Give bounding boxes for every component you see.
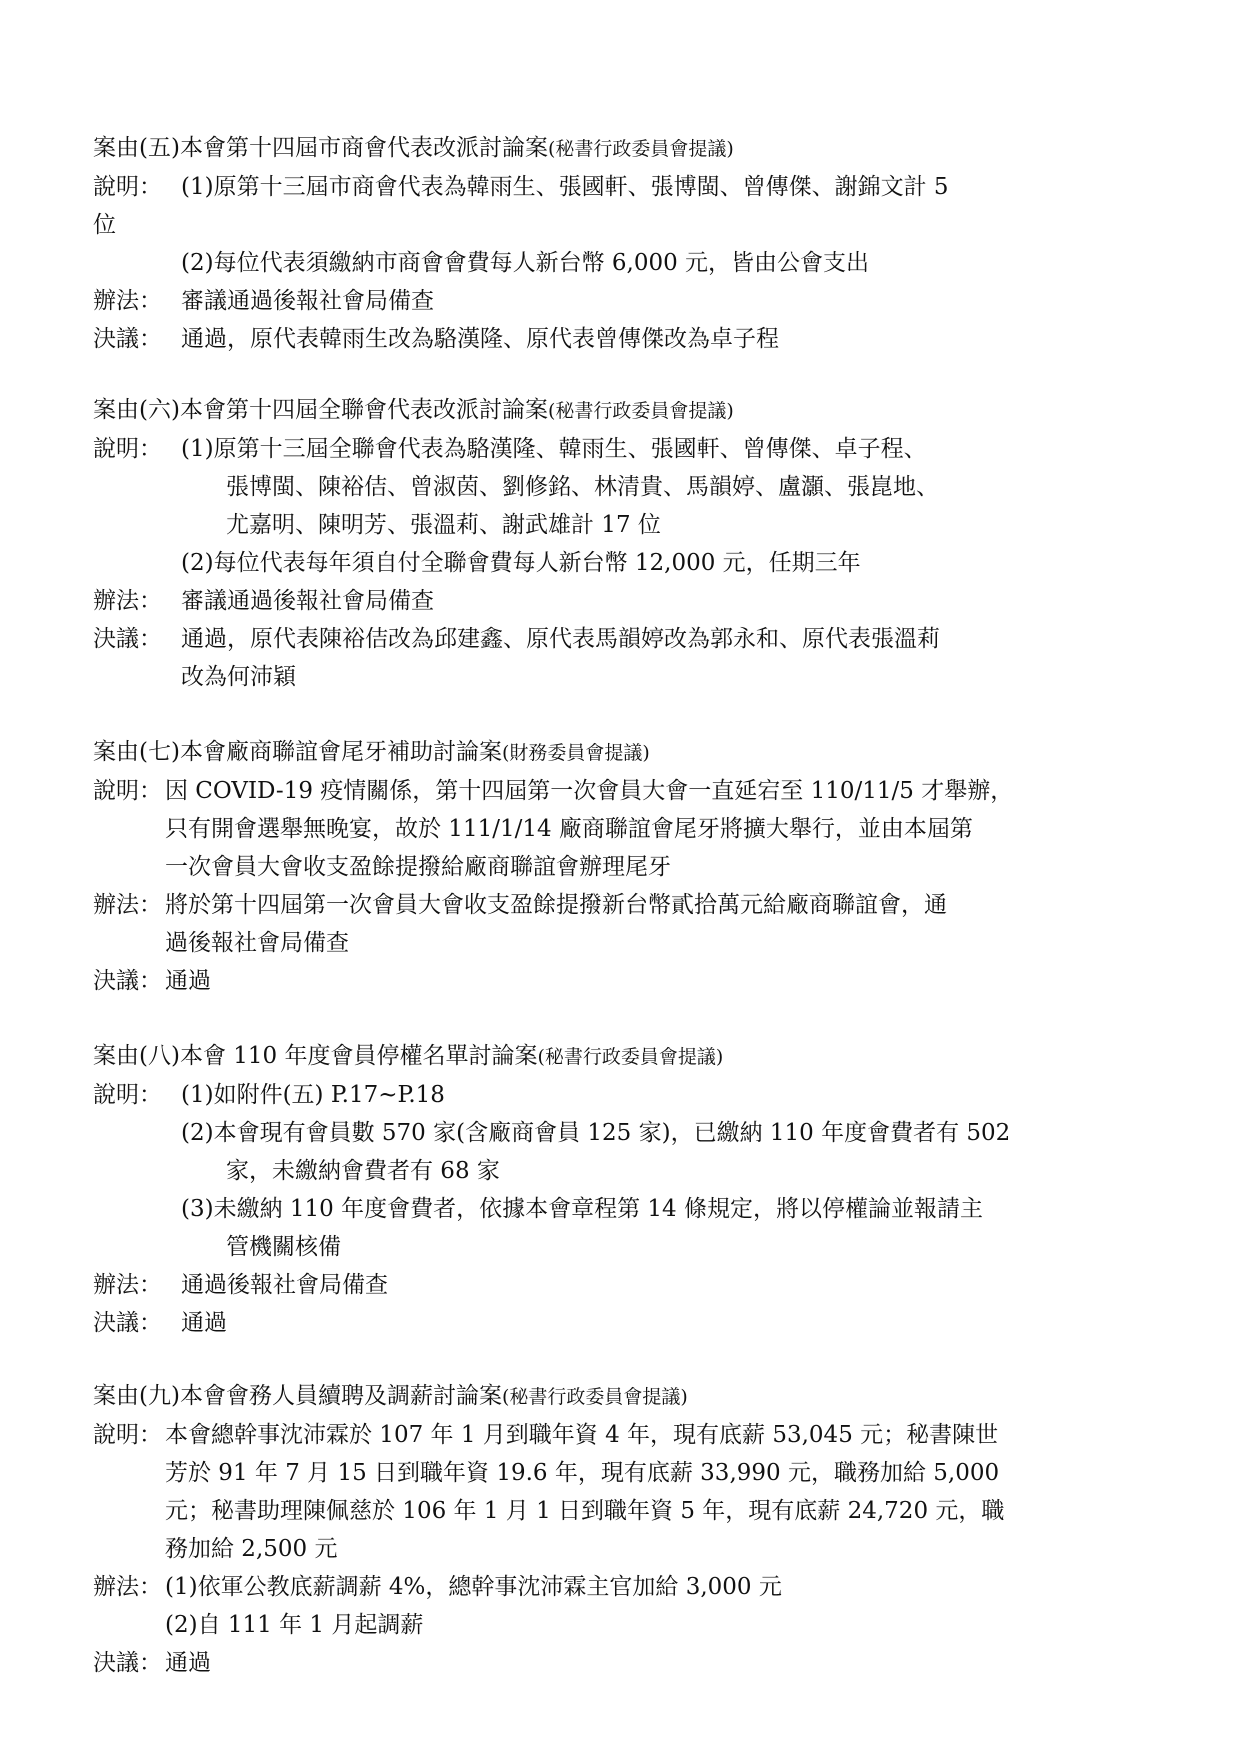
case-7	[93, 732, 1183, 1000]
method-line: (1)依軍公教底薪調薪 4%，總幹事沈沛霖主官加給 3,000 元	[165, 1574, 782, 1600]
resolution-line: 通過，原代表韓雨生改為駱漢隆、原代表曾傳傑改為卓子程	[181, 326, 779, 352]
explanation-line: (2)本會現有會員數 570 家(含廠商會員 125 家)，已繳納 110 年度會費者有 502	[181, 1120, 1011, 1146]
resolution-section	[93, 1644, 1183, 1682]
case-heading-text: 案由(六)本會第十四屆全聯會代表改派討論案	[93, 397, 548, 423]
case-6	[93, 390, 1183, 696]
case-heading	[93, 128, 1183, 168]
method-section	[93, 582, 1183, 620]
method-line: 過後報社會局備查	[165, 930, 349, 956]
proposer-note: (財務委員會提議)	[501, 742, 650, 764]
explanation-label: 說明：	[93, 1422, 162, 1448]
explanation-line: (2)每位代表須繳納市商會會費每人新台幣 6,000 元，皆由公會支出	[181, 250, 870, 276]
resolution-label: 決議：	[93, 1650, 162, 1676]
case-5	[93, 128, 1183, 358]
case-heading	[93, 390, 1183, 430]
proposer-note: (秘書行政委員會提議)	[547, 138, 734, 160]
resolution-section	[93, 320, 1183, 358]
explanation-label: 說明：	[93, 778, 162, 804]
proposer-note: (秘書行政委員會提議)	[537, 1046, 724, 1068]
method-line: 審議通過後報社會局備查	[181, 588, 434, 614]
explanation-line: 芳於 91 年 7 月 15 日到職年資 19.6 年，現有底薪 33,990 元，職務加給 5,000	[165, 1460, 1000, 1486]
proposer-note: (秘書行政委員會提議)	[501, 1386, 688, 1408]
resolution-line: 通過	[165, 968, 211, 994]
explanation-line: (2)每位代表每年須自付全聯會費每人新台幣 12,000 元，任期三年	[181, 550, 861, 576]
resolution-label: 決議：	[93, 1310, 162, 1336]
case-8	[93, 1036, 1183, 1342]
method-label: 辦法：	[93, 288, 162, 314]
method-label: 辦法：	[93, 1272, 162, 1298]
method-line: (2)自 111 年 1 月起調薪	[165, 1612, 424, 1638]
case-heading-text: 案由(五)本會第十四屆市商會代表改派討論案	[93, 135, 548, 161]
explanation-section	[93, 1416, 1183, 1568]
case-heading-text: 案由(九)本會會務人員續聘及調薪討論案	[93, 1383, 502, 1409]
method-section	[93, 886, 1183, 962]
resolution-line: 改為何沛穎	[181, 664, 296, 690]
method-label: 辦法：	[93, 892, 162, 918]
resolution-section	[93, 962, 1183, 1000]
resolution-line: 通過	[181, 1310, 227, 1336]
explanation-section	[93, 168, 1183, 282]
case-heading	[93, 1376, 1183, 1416]
method-section	[93, 282, 1183, 320]
case-heading	[93, 732, 1183, 772]
method-section	[93, 1266, 1183, 1304]
method-line: 通過後報社會局備查	[181, 1272, 388, 1298]
explanation-line: 務加給 2,500 元	[165, 1536, 338, 1562]
resolution-label: 決議：	[93, 326, 162, 352]
explanation-line: 家，未繳納會費者有 68 家	[226, 1158, 500, 1184]
explanation-label: 說明：	[93, 1082, 162, 1108]
method-label: 辦法：	[93, 588, 162, 614]
resolution-section	[93, 1304, 1183, 1342]
explanation-line: 只有開會選舉無晚宴，故於 111/1/14 廠商聯誼會尾牙將擴大舉行，並由本屆第	[165, 816, 973, 842]
resolution-line: 通過	[165, 1650, 211, 1676]
explanation-line: (3)未繳納 110 年度會費者，依據本會章程第 14 條規定，將以停權論並報請主	[181, 1196, 983, 1222]
method-section	[93, 1568, 1183, 1644]
explanation-line: 尤嘉明、陳明芳、張溫莉、謝武雄計 17 位	[226, 512, 661, 538]
explanation-section	[93, 772, 1183, 886]
resolution-line: 通過，原代表陳裕佶改為邱建鑫、原代表馬韻婷改為郭永和、原代表張溫莉	[181, 626, 940, 652]
case-9	[93, 1376, 1183, 1682]
method-line: 將於第十四屆第一次會員大會收支盈餘提撥新台幣貳拾萬元給廠商聯誼會，通	[165, 892, 947, 918]
resolution-section	[93, 620, 1183, 696]
explanation-line: 因 COVID-19 疫情關係，第十四屆第一次會員大會一直延宕至 110/11/5 才舉辦，	[165, 778, 1014, 804]
explanation-label: 說明：	[93, 436, 162, 462]
explanation-line: (1)原第十三屆全聯會代表為駱漢隆、韓雨生、張國軒、曾傳傑、卓子程、	[181, 436, 927, 462]
method-line: 審議通過後報社會局備查	[181, 288, 434, 314]
case-heading-text: 案由(八)本會 110 年度會員停權名單討論案	[93, 1043, 538, 1069]
case-heading-text: 案由(七)本會廠商聯誼會尾牙補助討論案	[93, 739, 502, 765]
explanation-line: 本會總幹事沈沛霖於 107 年 1 月到職年資 4 年，現有底薪 53,045 元；秘書陳世	[165, 1422, 999, 1448]
explanation-line: (1)原第十三屆市商會代表為韓雨生、張國軒、張博閩、曾傳傑、謝錦文計 5	[181, 174, 949, 200]
explanation-section	[93, 1076, 1183, 1266]
explanation-line: 元；秘書助理陳佩慈於 106 年 1 月 1 日到職年資 5 年，現有底薪 24,720 元，職	[165, 1498, 1005, 1524]
explanation-line: 張博閩、陳裕佶、曾淑茵、劉修銘、林清貴、馬韻婷、盧灝、張崑地、	[226, 474, 939, 500]
method-label: 辦法：	[93, 1574, 162, 1600]
explanation-line: (1)如附件(五) P.17~P.18	[181, 1082, 445, 1108]
explanation-line: 位	[93, 212, 116, 238]
explanation-line: 一次會員大會收支盈餘提撥給廠商聯誼會辦理尾牙	[165, 854, 671, 880]
proposer-note: (秘書行政委員會提議)	[547, 400, 734, 422]
explanation-label: 說明：	[93, 174, 162, 200]
explanation-section	[93, 430, 1183, 582]
resolution-label: 決議：	[93, 968, 162, 994]
case-heading	[93, 1036, 1183, 1076]
resolution-label: 決議：	[93, 626, 162, 652]
explanation-line: 管機關核備	[226, 1234, 341, 1260]
